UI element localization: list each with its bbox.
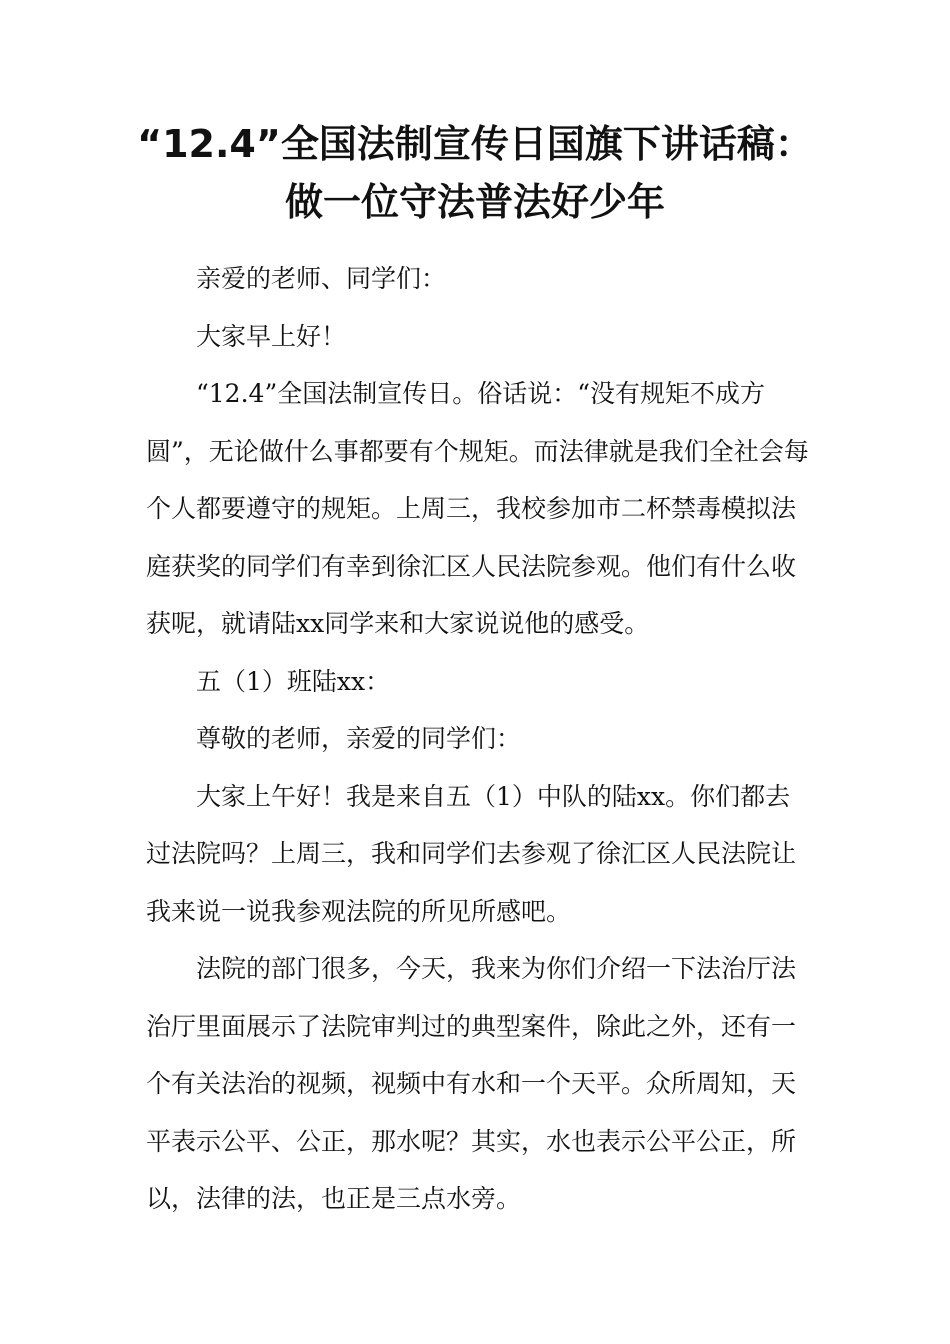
paragraph-greeting: 亲爱的老师、同学们： [196, 264, 447, 293]
document-title-line-1: “12.4”全国法制宣传日国旗下讲话稿： [137, 122, 813, 166]
document-title-line-2: 做一位守法普法好少年 [284, 180, 665, 224]
paragraph-good-morning: 大家早上好！ [196, 321, 347, 351]
paragraph-intro: “12.4”全国法制宣传日。俗话说：“没有规矩不成方圆”，无论做什么事都要有个规矩。而法律就是我们全社会每个人都要遵守的规矩。上周三，我校参加市二杯禁毒模拟法庭获奖的同学们有幸到徐汇区人民法院参观。他们有什么收获呢，就请陆xx同学来和大家说说他的感受。 [146, 379, 809, 638]
paragraph-salutation: 尊敬的老师，亲爱的同学们： [196, 724, 522, 753]
paragraph-court-visit: 法院的部门很多，今天，我来为你们介绍一下法治厅法治厅里面展示了法院审判过的典型案件，除此之外，还有一个有关法治的视频，视频中有水和一个天平。众所周知，天平表示公平、公正，那水呢？其实，水也表示公平公正，所以，法律的法，也正是三点水旁。 [146, 954, 797, 1213]
document-body [146, 250, 811, 1228]
paragraph-speaker: 五（1）班陆xx： [196, 666, 391, 696]
paragraph-speech-opening: 大家上午好！我是来自五（1）中队的陆xx。你们都去过法院吗？上周三，我和同学们去参观了徐汇区人民法院让我来说一说我参观法院的所见所感吧。 [146, 781, 797, 926]
